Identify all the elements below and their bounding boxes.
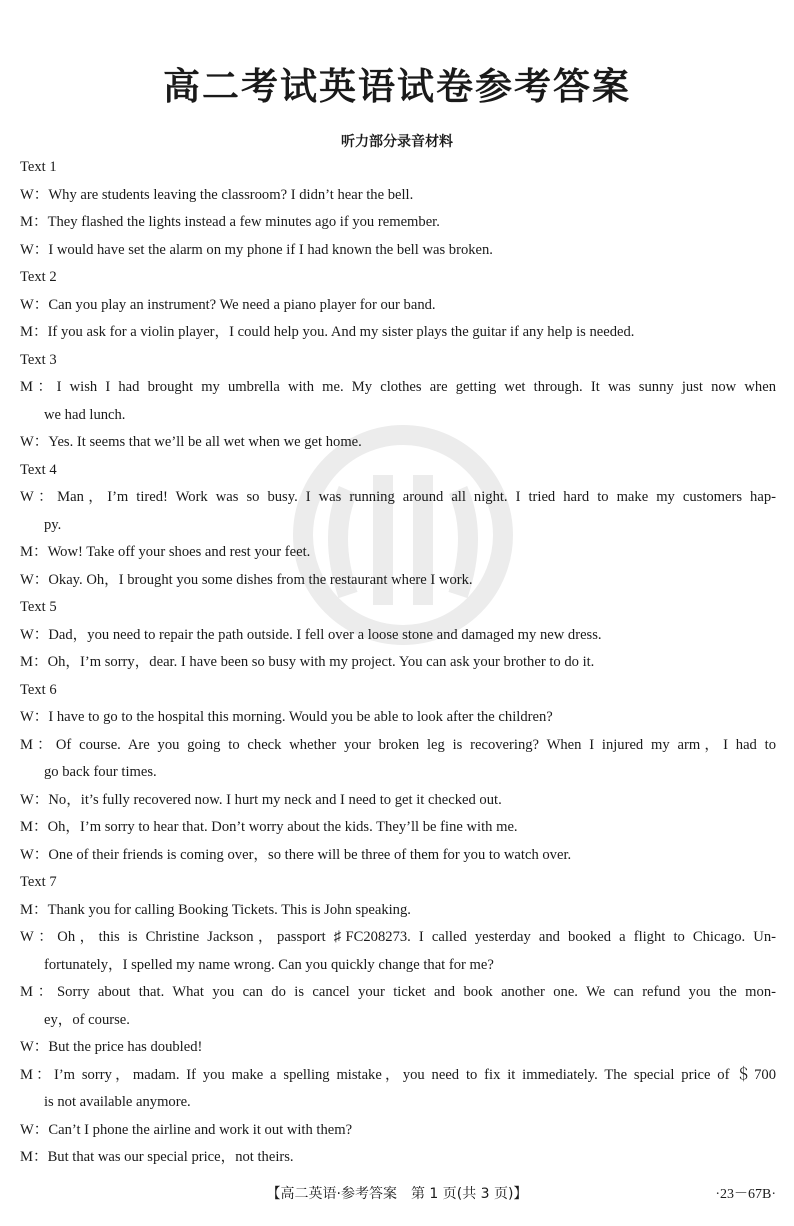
dialogue-line: M：But that was our special price，not theirs.	[20, 1149, 294, 1165]
text-heading: Text 3	[20, 351, 57, 368]
dialogue-line: W：Man，I’m tired! Work was so busy. I was running around all night. I tried hard to make my customers hap-	[20, 489, 776, 505]
dialogue-line: M：Sorry about that. What you can do is cancel your ticket and book another one. We can refund you the mon-	[20, 984, 776, 1000]
document-title: 高二考试英语试卷参考答案	[163, 65, 631, 108]
dialogue-line: M：Of course. Are you going to check whether your broken leg is recovering? When I injured my arm，I had to	[20, 736, 776, 753]
text-heading: Text 6	[20, 681, 57, 698]
dialogue-line: W：Yes. It seems that we’ll be all wet when we get home.	[20, 434, 362, 450]
dialogue-line: M：Wow! Take off your shoes and rest your feet.	[20, 544, 311, 560]
dialogue-line: W：But the price has doubled!	[20, 1039, 203, 1055]
dialogue-line: W：Oh，this is Christine Jackson，passport ♯FC208273. I called yesterday and booked a flight to Chicago. Un-	[20, 929, 776, 945]
dialogue-line: M：Oh，I’m sorry，dear. I have been so busy with my project. You can ask your brother to do it.	[20, 654, 595, 670]
footer-page-info: 【高二英语·参考答案 第 1 页(共 3 页)】	[266, 1186, 528, 1202]
footer-exam-code: ·23－67B·	[715, 1187, 776, 1202]
transcript	[20, 154, 776, 1172]
dialogue-line: W：I have to go to the hospital this morning. Would you be able to look after the children?	[20, 709, 553, 725]
dialogue-line-continued: we had lunch.	[44, 406, 126, 423]
section-subtitle: 听力部分录音材料	[341, 134, 453, 150]
dialogue-line: W：Okay. Oh，I brought you some dishes from the restaurant where I work.	[20, 571, 473, 588]
text-heading: Text 2	[20, 269, 57, 285]
dialogue-line-continued: go back four times.	[44, 764, 157, 780]
dialogue-line: M：I wish I had brought my umbrella with me. My clothes are getting wet through. It was sunny just now when	[20, 379, 776, 395]
dialogue-line-continued: is not available anymore.	[44, 1094, 191, 1110]
text-heading: Text 4	[20, 461, 57, 478]
dialogue-line: M：If you ask for a violin player，I could help you. And my sister plays the guitar if any help is needed.	[20, 324, 635, 340]
dialogue-line-continued: py.	[44, 516, 62, 533]
text-heading: Text 1	[20, 159, 57, 175]
dialogue-line: W：Why are students leaving the classroom? I didn’t hear the bell.	[20, 186, 414, 203]
dialogue-line: W：No，it’s fully recovered now. I hurt my neck and I need to get it checked out.	[20, 791, 502, 808]
dialogue-line: W：I would have set the alarm on my phone if I had known the bell was broken.	[20, 241, 493, 258]
text-heading: Text 5	[20, 599, 57, 615]
dialogue-line: W：Can’t I phone the airline and work it out with them?	[20, 1121, 353, 1138]
dialogue-line: M：Thank you for calling Booking Tickets. This is John speaking.	[20, 901, 411, 918]
text-heading: Text 7	[20, 874, 57, 890]
dialogue-line: W：One of their friends is coming over，so there will be three of them for you to watch over.	[20, 846, 572, 863]
dialogue-line: M：Oh，I’m sorry to hear that. Don’t worry about the kids. They’ll be fine with me.	[20, 819, 518, 835]
dialogue-line: M：I’m sorry，madam. If you make a spelling mistake，you need to fix it immediately. The special price of ＄700	[20, 1066, 776, 1083]
dialogue-line: W：Can you play an instrument? We need a piano player for our band.	[20, 296, 436, 313]
dialogue-line: M：They flashed the lights instead a few minutes ago if you remember.	[20, 214, 440, 230]
dialogue-line-continued: fortunately，I spelled my name wrong. Can you quickly change that for me?	[44, 956, 494, 973]
dialogue-line: W：Dad，you need to repair the path outside. I fell over a loose stone and damaged my new dress.	[20, 626, 602, 643]
dialogue-line-continued: ey，of course.	[44, 1011, 130, 1028]
